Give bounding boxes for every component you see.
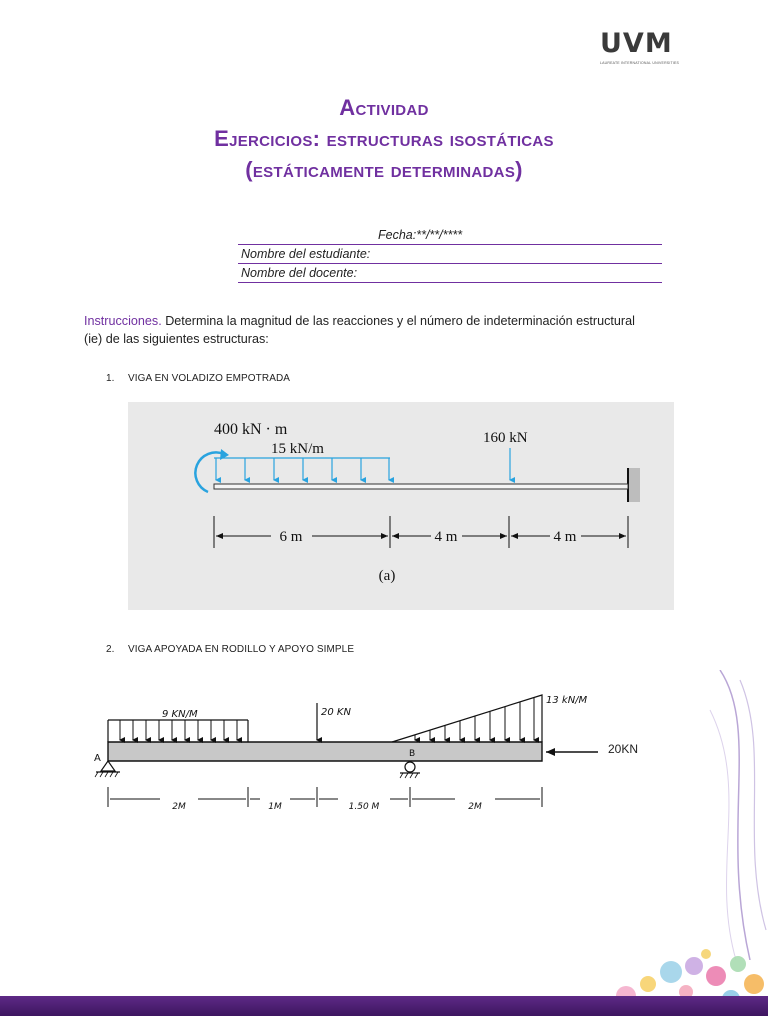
triangular-load-arrows (415, 698, 534, 740)
beam (214, 484, 628, 489)
figure-caption: (a) (378, 568, 396, 584)
instructions-label: Instrucciones. (84, 314, 162, 328)
dimension-1: 6 m (279, 529, 303, 545)
uniform-load-arrows (120, 720, 237, 740)
triangular-load-label: 13 kN/M (546, 695, 588, 706)
student-name-field[interactable]: Nombre del estudiante: (238, 245, 662, 264)
pin-support-a (101, 761, 115, 771)
teacher-name-field[interactable]: Nombre del docente: (238, 264, 662, 283)
logo-text: UVM (600, 28, 673, 59)
logo-tagline: LAUREATE INTERNATIONAL UNIVERSITIES (600, 61, 680, 65)
roller-support-b (405, 762, 415, 772)
document-title (0, 92, 768, 185)
title-line-2: Ejercicios: estructuras isostáticas (214, 126, 554, 151)
title-line-3: (estáticamente determinadas) (245, 157, 523, 182)
distributed-load-label: 15 kN/m (271, 441, 324, 457)
exercise-1-number: 1. (106, 373, 115, 384)
uniform-load-label: 9 KN/M (162, 709, 198, 720)
dimension-3: 4 m (553, 529, 577, 545)
exercise-1-heading (106, 373, 290, 384)
instructions-text: Determina la magnitud de las reacciones y el número de indeterminación estructural (ie) de las siguientes estructuras: (84, 314, 635, 346)
dimension-2: 1M (268, 802, 282, 812)
support-b-label: B (409, 749, 416, 759)
horizontal-load-label: 20KN (608, 742, 639, 756)
supported-beam-diagram (90, 675, 650, 825)
cantilever-diagram (128, 402, 674, 610)
figure-supported-beam (90, 675, 650, 825)
exercise-1-title: VIGA EN VOLADIZO EMPOTRADA (128, 373, 291, 384)
point-load-label: 20 KN (321, 707, 351, 718)
exercise-2-number: 2. (106, 644, 115, 655)
fixed-wall (628, 468, 640, 502)
student-info-form (238, 226, 662, 283)
decorative-curves (700, 670, 768, 960)
exercise-2-title: VIGA APOYADA EN RODILLO Y APOYO SIMPLE (128, 644, 355, 655)
figure-cantilever-beam (128, 402, 674, 610)
support-a-label: A (94, 753, 101, 764)
date-field[interactable]: Fecha:**/**/**** (238, 226, 662, 245)
dimension-2: 4 m (434, 529, 458, 545)
point-load-label: 160 kN (483, 430, 528, 446)
distributed-load-arrows (216, 458, 389, 480)
title-line-1: Actividad (339, 95, 429, 120)
dimension-1: 2M (172, 802, 186, 812)
footer-bar (0, 996, 768, 1016)
dimension-4: 2M (468, 802, 482, 812)
moment-label: 400 kN · m (214, 421, 288, 438)
beam (108, 742, 542, 761)
exercise-2-heading (106, 644, 354, 655)
uvm-logo (600, 30, 680, 70)
dimension-3: 1.50 M (348, 802, 380, 812)
instructions (84, 312, 654, 348)
